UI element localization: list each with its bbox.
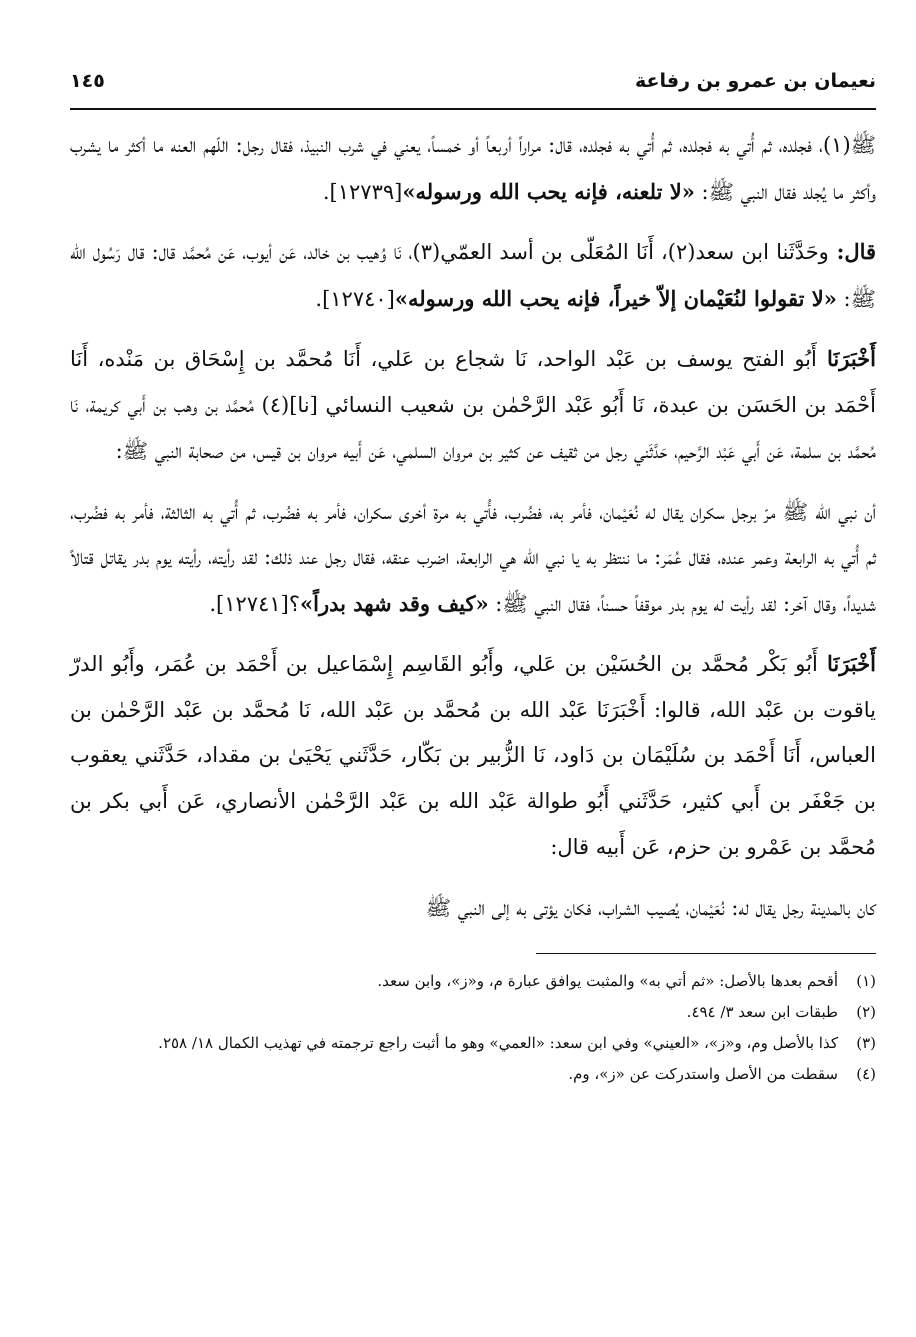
hadith-quote: «لا تلعنه، فإنه يحب الله ورسوله»: [402, 178, 695, 204]
footnote: [70, 966, 876, 997]
footnote: [70, 997, 876, 1028]
paragraph-lead: أَخْبَرَنَا: [817, 651, 876, 676]
footnote-text: أقحم بعدها بالأصل: «ثم أتي به» والمثبت يوافق عبارة م، و«ز»، وابن سعد.: [377, 972, 838, 990]
hadith-reference: [١٢٧٣٩].: [322, 179, 403, 204]
page-number: ١٤٥: [70, 70, 105, 92]
footnote-number: (٣): [856, 1034, 876, 1052]
hadith-reference: [١٢٧٤٠].: [315, 286, 395, 311]
paragraph-text: أَبُو الفتح يوسف بن عَبْد الواحد، نَا شجاع بن عَلي، أَنَا مُحمَّد بن إِسْحَاق بن مَنْده، أَنَا أَحْمَد بن الحَسَن بن عبدة، نَا أَبُو عَبْد الرَّحْمٰن بن شعيب النسائي [نا](٤) مُحمَّد بن وهب بن أَبي كريمة، نَا مُحمَّد بن سلمة، عَن أَبي عَبْد الرَّحيم، حَدَّثَني رجل من ثقيف عن كثير بن مروان السلمي، عَن أَبيه مروان بن قيس، من صحابة النبي ﷺ:: [70, 347, 876, 463]
book-page: [70, 70, 876, 1090]
footnote: [70, 1059, 876, 1090]
paragraph: [70, 885, 876, 932]
paragraph-lead: أَخْبَرَنَا: [816, 346, 877, 371]
footnote-text: سقطت من الأصل واستدركت عن «ز»، وم.: [568, 1065, 838, 1083]
footnote-number: (٢): [856, 1003, 876, 1021]
paragraph: [70, 489, 876, 628]
paragraph-text: كان بالمدينة رجل يقال له: نُعَيْمان، يُصيب الشراب، فكان يؤتى به إلى النبي ﷺ: [425, 895, 876, 920]
footnote-number: (١): [856, 972, 876, 990]
footnote: [70, 1028, 876, 1059]
hadith-quote: «كيف وقد شهد بدراً»: [299, 590, 489, 616]
body-text: [70, 122, 876, 931]
footnote-text: طبقات ابن سعد ٣/ ٤٩٤.: [686, 1003, 838, 1021]
hadith-quote: «لا تقولوا لنُعَيْمان إلاّ خيراً، فإنه يحب الله ورسوله»: [394, 285, 837, 311]
paragraph: [70, 641, 876, 871]
paragraph-text: ﷺ(١)، فجلده، ثم أُتي به فجلده، ثم أُتي به فجلده، قال: مراراً أربعاً أو خمساً، يعني في شرب النبيذ، فقال رجل: اللّهم العنه ما أكثر ما يشرب وأكثر ما يُجلد فقال النبي ﷺ:: [70, 133, 876, 204]
footnotes: [70, 966, 876, 1090]
header-title: نعيمان بن عمرو بن رفاعة: [635, 70, 876, 92]
hadith-reference: ؟[١٢٧٤١].: [209, 591, 300, 616]
paragraph-text: أَبُو بَكْر مُحمَّد بن الحُسَيْن بن عَلي، وأَبُو القَاسِم إِسْمَاعيل بن أَحْمَد بن عُمَر، وأَبُو الدرّ ياقوت بن عَبْد الله، قالوا: أَخْبَرَنَا عَبْد الله بن مُحمَّد بن عَبْد الله، نَا مُحمَّد بن عَبْد الرَّحْمٰن بن العباس، أَنَا أَحْمَد بن سُلَيْمَان بن دَاود، نَا الزُّبير بن بَكّار، حَدَّثَني يَحْيَىٰ بن مقداد، حَدَّثَني يعقوب بن جَعْفَر بن أَبي كثير، حَدَّثَني أَبُو طوالة عَبْد الله بن عَبْد الرَّحْمٰن الأنصاري، عَن أَبي بكر بن مُحمَّد بن عَمْرو بن حزم، عَن أَبيه قال:: [70, 652, 876, 859]
footnote-number: (٤): [856, 1065, 876, 1083]
paragraph-text: أن نبي الله ﷺ مرّ برجل سكران يقال له نُعَيْمان، فأمر به، فضُرب، فأُتي به مرة أخرى سكران، فأمر به فضُرب، ثم أُتي به الثالثة، فأمر به فضُرب، ثم أُتي به الرابعة وعمر عنده، فقال عُمَر: ما ننتظر به يا نبي الله هي الرابعة، اضرب عنقه، فقال رجل عند ذلك: لقد رأيته، رأيته يوم بدر يقاتل قتالاً شديداً، وقال آخر: لقد رأيت له يوم بدر موقفاً حسناً، فقال النبي ﷺ:: [70, 499, 876, 616]
paragraph: [70, 336, 876, 475]
paragraph-lead: قال:: [828, 239, 877, 264]
running-header: [70, 70, 876, 108]
paragraph: [70, 122, 876, 215]
paragraph: [70, 229, 876, 322]
header-rule: [70, 108, 876, 110]
footnote-rule: [536, 953, 876, 954]
footnote-text: كذا بالأصل وم، و«ز»، «العيني» وفي ابن سعد: «العمي» وهو ما أثبت راجع ترجمته في تهذيب الكمال ١٨/ ٢٥٨.: [158, 1034, 838, 1052]
paragraph-text: وحَدَّثَنا ابن سعد(٢)، أَنَا المُعَلّى بن أسد العمّي(٣)، نَا وُهيب بن خالد، عَن أيوب، عَن مُحمَّد قال: قال رَسُول الله ﷺ:: [70, 240, 876, 311]
